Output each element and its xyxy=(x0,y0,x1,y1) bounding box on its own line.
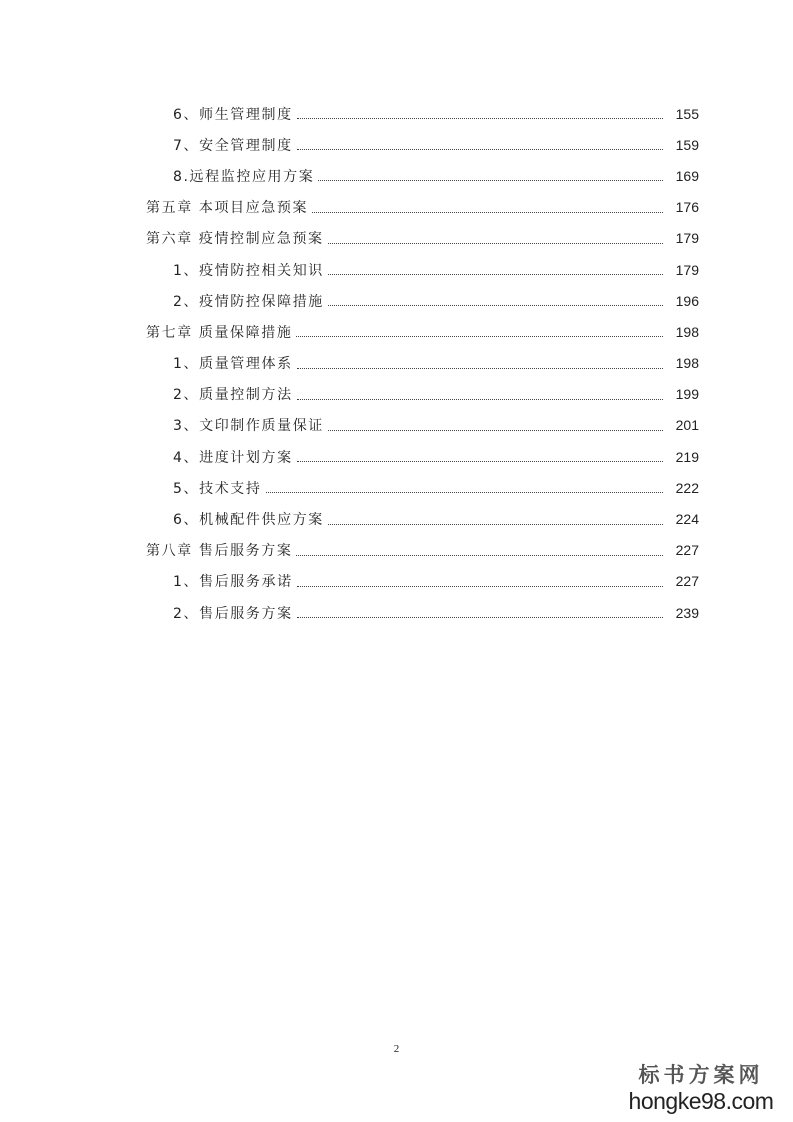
watermark-url-text: hongke98.com xyxy=(628,1088,774,1114)
toc-dot-leader xyxy=(328,416,663,431)
toc-entry[interactable] xyxy=(0,410,793,441)
toc-dot-leader xyxy=(328,260,663,275)
toc-entry-title: 8.远程监控应用方案 xyxy=(173,168,315,185)
watermark-logo xyxy=(621,1062,781,1114)
toc-entry-title: 2、疫情防控保障措施 xyxy=(173,293,324,310)
toc-dot-leader xyxy=(297,603,663,618)
toc-dot-leader xyxy=(318,166,663,181)
toc-entry-title: 第六章 疫情控制应急预案 xyxy=(146,231,324,248)
toc-entry[interactable] xyxy=(0,472,793,503)
toc-entry-title: 1、疫情防控相关知识 xyxy=(173,262,324,279)
toc-dot-leader xyxy=(328,229,663,244)
toc-entry-page: 169 xyxy=(675,167,699,184)
toc-dot-leader xyxy=(297,104,663,119)
toc-entry-title: 7、安全管理制度 xyxy=(173,137,293,154)
page-number: 2 xyxy=(393,1043,400,1055)
toc-dot-leader xyxy=(297,447,663,462)
toc-entry-page: 198 xyxy=(675,355,699,372)
toc-chapter-entry[interactable] xyxy=(0,535,793,566)
toc-chapter-entry[interactable] xyxy=(0,316,793,347)
toc-entry-page: 222 xyxy=(675,479,699,496)
toc-entry[interactable] xyxy=(0,254,793,285)
toc-entry[interactable] xyxy=(0,379,793,410)
toc-entry[interactable] xyxy=(0,348,793,379)
toc-entry-page: 227 xyxy=(675,542,699,559)
toc-entry-page: 196 xyxy=(675,292,699,309)
toc-chapter-entry[interactable] xyxy=(0,223,793,254)
toc-entry-title: 6、师生管理制度 xyxy=(173,106,293,123)
toc-entry[interactable] xyxy=(0,285,793,316)
toc-entry-page: 219 xyxy=(675,448,699,465)
toc-entry[interactable] xyxy=(0,129,793,160)
toc-entry-title: 2、质量控制方法 xyxy=(173,387,293,404)
toc-entry-title: 5、技术支持 xyxy=(173,480,262,497)
toc-dot-leader xyxy=(328,291,663,306)
toc-entry[interactable] xyxy=(0,160,793,191)
toc-entry-title: 2、售后服务方案 xyxy=(173,605,293,622)
toc-entry[interactable] xyxy=(0,597,793,628)
toc-entry[interactable] xyxy=(0,441,793,472)
toc-dot-leader xyxy=(328,510,663,525)
toc-dot-leader xyxy=(297,354,663,369)
toc-entry-page: 224 xyxy=(675,511,699,528)
toc-dot-leader xyxy=(297,135,663,150)
toc-dot-leader xyxy=(266,478,663,493)
toc-entry-title: 6、机械配件供应方案 xyxy=(173,512,324,529)
toc-dot-leader xyxy=(296,541,663,556)
toc-entry-page: 239 xyxy=(675,604,699,621)
toc-dot-leader xyxy=(312,198,663,213)
toc-entry-page: 198 xyxy=(675,323,699,340)
toc-entry-page: 199 xyxy=(675,386,699,403)
toc-entry-title: 1、售后服务承诺 xyxy=(173,574,293,591)
toc-dot-leader xyxy=(297,572,663,587)
toc-entry-page: 201 xyxy=(675,417,699,434)
watermark-chinese-text: 标书方案网 xyxy=(638,1062,764,1087)
toc-entry-title: 第五章 本项目应急预案 xyxy=(146,200,309,217)
toc-entry-page: 227 xyxy=(675,573,699,590)
table-of-contents xyxy=(0,98,793,628)
toc-entry-page: 179 xyxy=(675,261,699,278)
toc-entry[interactable] xyxy=(0,566,793,597)
toc-entry[interactable] xyxy=(0,98,793,129)
toc-entry-title: 1、质量管理体系 xyxy=(173,356,293,373)
toc-entry-title: 3、文印制作质量保证 xyxy=(173,418,324,435)
toc-dot-leader xyxy=(296,322,663,337)
toc-entry-title: 第八章 售后服务方案 xyxy=(146,543,293,560)
toc-chapter-entry[interactable] xyxy=(0,192,793,223)
toc-dot-leader xyxy=(297,385,663,400)
toc-entry[interactable] xyxy=(0,503,793,534)
toc-entry-page: 176 xyxy=(675,199,699,216)
toc-entry-title: 第七章 质量保障措施 xyxy=(146,324,293,341)
toc-entry-page: 155 xyxy=(675,105,699,122)
toc-entry-title: 4、进度计划方案 xyxy=(173,449,293,466)
toc-entry-page: 159 xyxy=(675,136,699,153)
toc-entry-page: 179 xyxy=(675,230,699,247)
